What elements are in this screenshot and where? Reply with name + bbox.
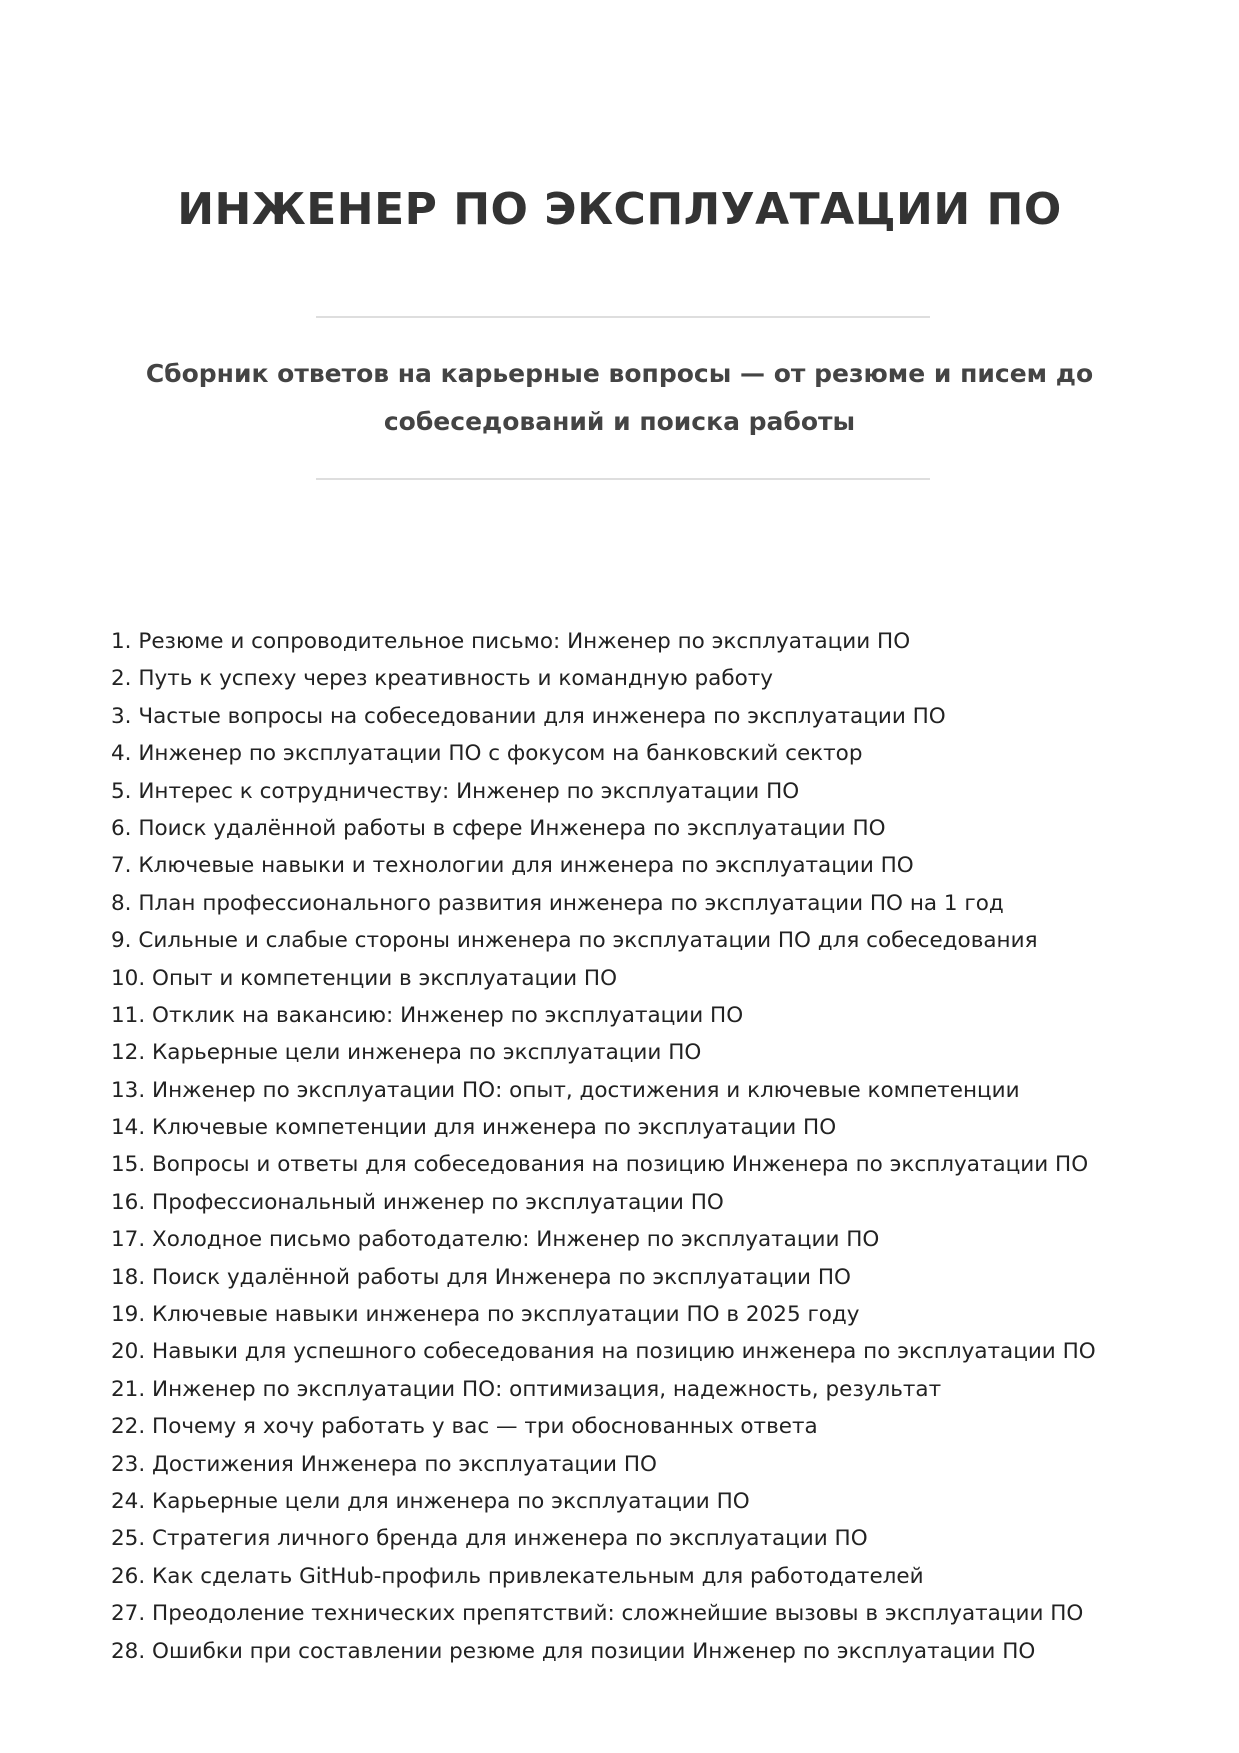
toc-item: 5. Интерес к сотрудничеству: Инженер по эксплуатации ПО xyxy=(111,778,800,804)
toc-item: 11. Отклик на вакансию: Инженер по эксплуатации ПО xyxy=(111,1002,744,1028)
toc-item: 23. Достижения Инженера по эксплуатации ПО xyxy=(111,1451,657,1477)
toc-item: 22. Почему я хочу работать у вас — три обоснованных ответа xyxy=(111,1414,818,1440)
toc-item: 21. Инженер по эксплуатации ПО: оптимизация, надежность, результат xyxy=(111,1376,942,1402)
toc-item: 25. Стратегия личного бренда для инженера по эксплуатации ПО xyxy=(111,1526,868,1552)
toc-item: 14. Ключевые компетенции для инженера по эксплуатации ПО xyxy=(111,1115,837,1141)
toc-item: 18. Поиск удалённой работы для Инженера по эксплуатации ПО xyxy=(111,1264,851,1290)
toc-item: 24. Карьерные цели для инженера по эксплуатации ПО xyxy=(111,1488,750,1514)
toc-item: 8. План профессионального развития инженера по эксплуатации ПО на 1 год xyxy=(111,890,1004,916)
toc-item: 12. Карьерные цели инженера по эксплуатации ПО xyxy=(111,1040,702,1066)
toc-item: 27. Преодоление технических препятствий: сложнейшие вызовы в эксплуатации ПО xyxy=(111,1601,1084,1627)
title-divider-top xyxy=(316,316,930,318)
document-subtitle: Сборник ответов на карьерные вопросы — от резюме и писем до собеседований и поиска работы xyxy=(145,359,1094,436)
subtitle-divider-bottom xyxy=(316,478,930,480)
toc-item: 28. Ошибки при составлении резюме для позиции Инженер по эксплуатации ПО xyxy=(111,1638,1036,1664)
toc-item: 1. Резюме и сопроводительное письмо: Инженер по эксплуатации ПО xyxy=(111,629,911,654)
toc-item: 6. Поиск удалённой работы в сфере Инженера по эксплуатации ПО xyxy=(111,815,886,841)
toc-item: 26. Как сделать GitHub-профиль привлекательным для работодателей xyxy=(111,1563,924,1589)
toc-item: 17. Холодное письмо работодателю: Инженер по эксплуатации ПО xyxy=(111,1227,880,1253)
toc-item: 19. Ключевые навыки инженера по эксплуатации ПО в 2025 году xyxy=(111,1302,860,1328)
toc-item: 4. Инженер по эксплуатации ПО с фокусом на банковский сектор xyxy=(111,741,863,767)
toc-item: 15. Вопросы и ответы для собеседования на позицию Инженера по эксплуатации ПО xyxy=(111,1152,1089,1178)
toc-item: 2. Путь к успеху через креативность и командную работу xyxy=(111,666,773,692)
toc-item: 9. Сильные и слабые стороны инженера по эксплуатации ПО для собеседования xyxy=(111,928,1038,954)
toc-item: 7. Ключевые навыки и технологии для инженера по эксплуатации ПО xyxy=(111,853,914,879)
document-title: ИНЖЕНЕР ПО ЭКСПЛУАТАЦИИ ПО xyxy=(177,184,1062,235)
toc-item: 10. Опыт и компетенции в эксплуатации ПО xyxy=(111,965,618,991)
toc-item: 16. Профессиональный инженер по эксплуатации ПО xyxy=(111,1189,724,1215)
toc-item: 13. Инженер по эксплуатации ПО: опыт, достижения и ключевые компетенции xyxy=(111,1077,1020,1103)
toc-item: 20. Навыки для успешного собеседования на позицию инженера по эксплуатации ПО xyxy=(111,1339,1096,1365)
toc-item: 3. Частые вопросы на собеседовании для инженера по эксплуатации ПО xyxy=(111,703,946,729)
table-of-contents xyxy=(111,623,1141,1670)
